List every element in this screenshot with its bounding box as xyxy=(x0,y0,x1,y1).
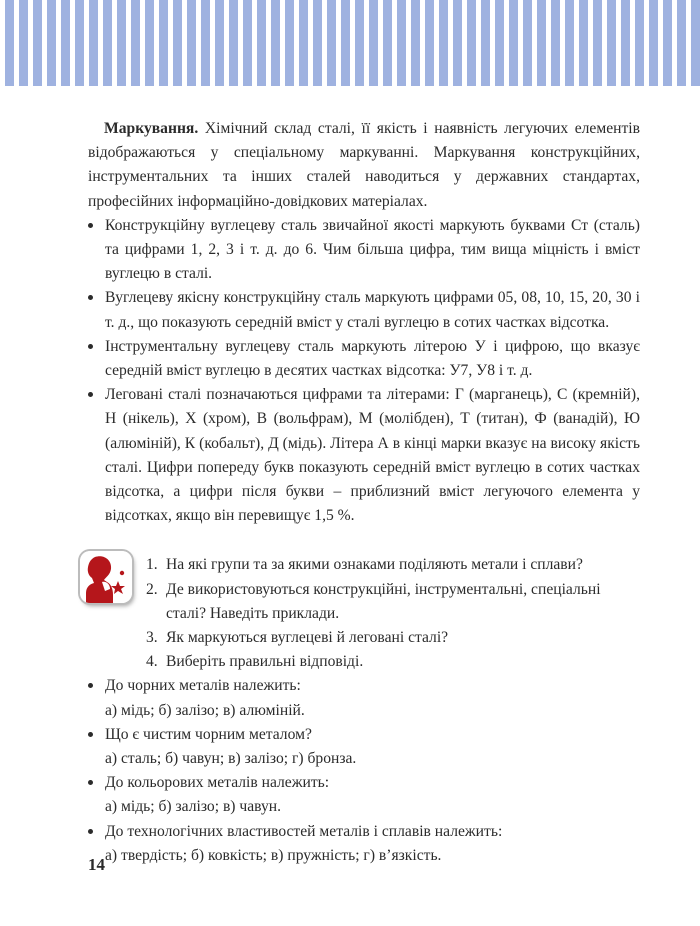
page-number: 14 xyxy=(88,855,105,874)
question-text: Виберіть правильні відповіді. xyxy=(166,653,364,671)
question-item xyxy=(146,578,640,626)
mc-question: До чорних металів належить: xyxy=(105,677,301,695)
question-text: Де використовуються конструкційні, інструментальні, спеціальні сталі? Наведіть приклади. xyxy=(166,580,601,622)
thinker-silhouette-icon xyxy=(80,551,132,603)
mc-options: а) твердість; б) ковкість; в) пружність; г) в’язкість. xyxy=(105,846,442,864)
question-number: 2. xyxy=(146,580,158,598)
mc-options: а) мідь; б) залізо; в) чавун. xyxy=(105,798,282,816)
mc-question: Що є чистим чорним металом? xyxy=(105,725,312,743)
list-item: Леговані сталі позначаються цифрами та літерами: Г (марганець), С (кремній), Н (нікель), Х (хром), В (вольфрам), М (молібден), Т (титан), Ф (ванадій), Ю (алюміній), К (кобальт), Д (мідь). Літера А в кінці марки вказує на високу якість сталі. Цифри попереду букв показують середній вміст вуглецю в сотих частках відсотка, а цифри після букви – приблизний вміст легуючого елемента у відсотках, якщо він перевищує 1,5 %. xyxy=(88,383,640,528)
question-text: На які групи та за якими ознаками поділяють метали і сплави? xyxy=(166,556,583,574)
question-number: 3. xyxy=(146,629,158,647)
list-item xyxy=(88,820,640,868)
question-item xyxy=(146,650,640,674)
intro-text: Хімічний склад сталі, її якість і наявність легуючих елементів відображаються у спеціальному маркуванні. Маркування конструкційних, інструментальних та інших сталей наводиться у державних стандартах, професійних інформаційно-довідкових матеріалах. xyxy=(88,120,640,210)
questions-block xyxy=(88,553,640,674)
questions-list xyxy=(88,553,640,674)
mc-options: а) сталь; б) чавун; в) залізо; г) бронза. xyxy=(105,750,357,768)
list-item xyxy=(88,771,640,819)
mc-options: а) мідь; б) залізо; в) алюміній. xyxy=(105,701,305,719)
list-item: Вуглецеву якісну конструкційну сталь маркують цифрами 05, 08, 10, 15, 20, 30 і т. д., що показують середній вміст у сталі вуглецю в сотих частках відсотка. xyxy=(88,286,640,334)
question-text: Як маркуються вуглецеві й леговані сталі? xyxy=(166,629,449,647)
questions-icon xyxy=(80,551,132,603)
multiple-choice-list xyxy=(88,674,640,868)
question-item xyxy=(146,626,640,650)
question-item xyxy=(146,553,640,577)
list-item xyxy=(88,723,640,771)
mc-question: До технологічних властивостей металів і сплавів належить: xyxy=(105,822,503,840)
question-number: 1. xyxy=(146,556,158,574)
list-item: Конструкційну вуглецеву сталь звичайної якості маркують буквами Ст (сталь) та цифрами 1, 2, 3 і т. д. до 6. Чим більша цифра, тим вища міцність і вміст вуглецю в сталі. xyxy=(88,214,640,287)
list-item: Інструментальну вуглецеву сталь маркують літерою У і цифрою, що вказує середній вміст вуглецю в десятих частках відсотка: У7, У8 і т. д. xyxy=(88,335,640,383)
page-content xyxy=(88,117,640,868)
intro-paragraph xyxy=(88,117,640,214)
question-number: 4. xyxy=(146,653,158,671)
marking-list xyxy=(88,214,640,529)
intro-lead: Маркування. xyxy=(104,120,199,137)
list-item xyxy=(88,674,640,722)
mc-question: До кольорових металів належить: xyxy=(105,774,330,792)
header-stripes xyxy=(0,0,700,86)
